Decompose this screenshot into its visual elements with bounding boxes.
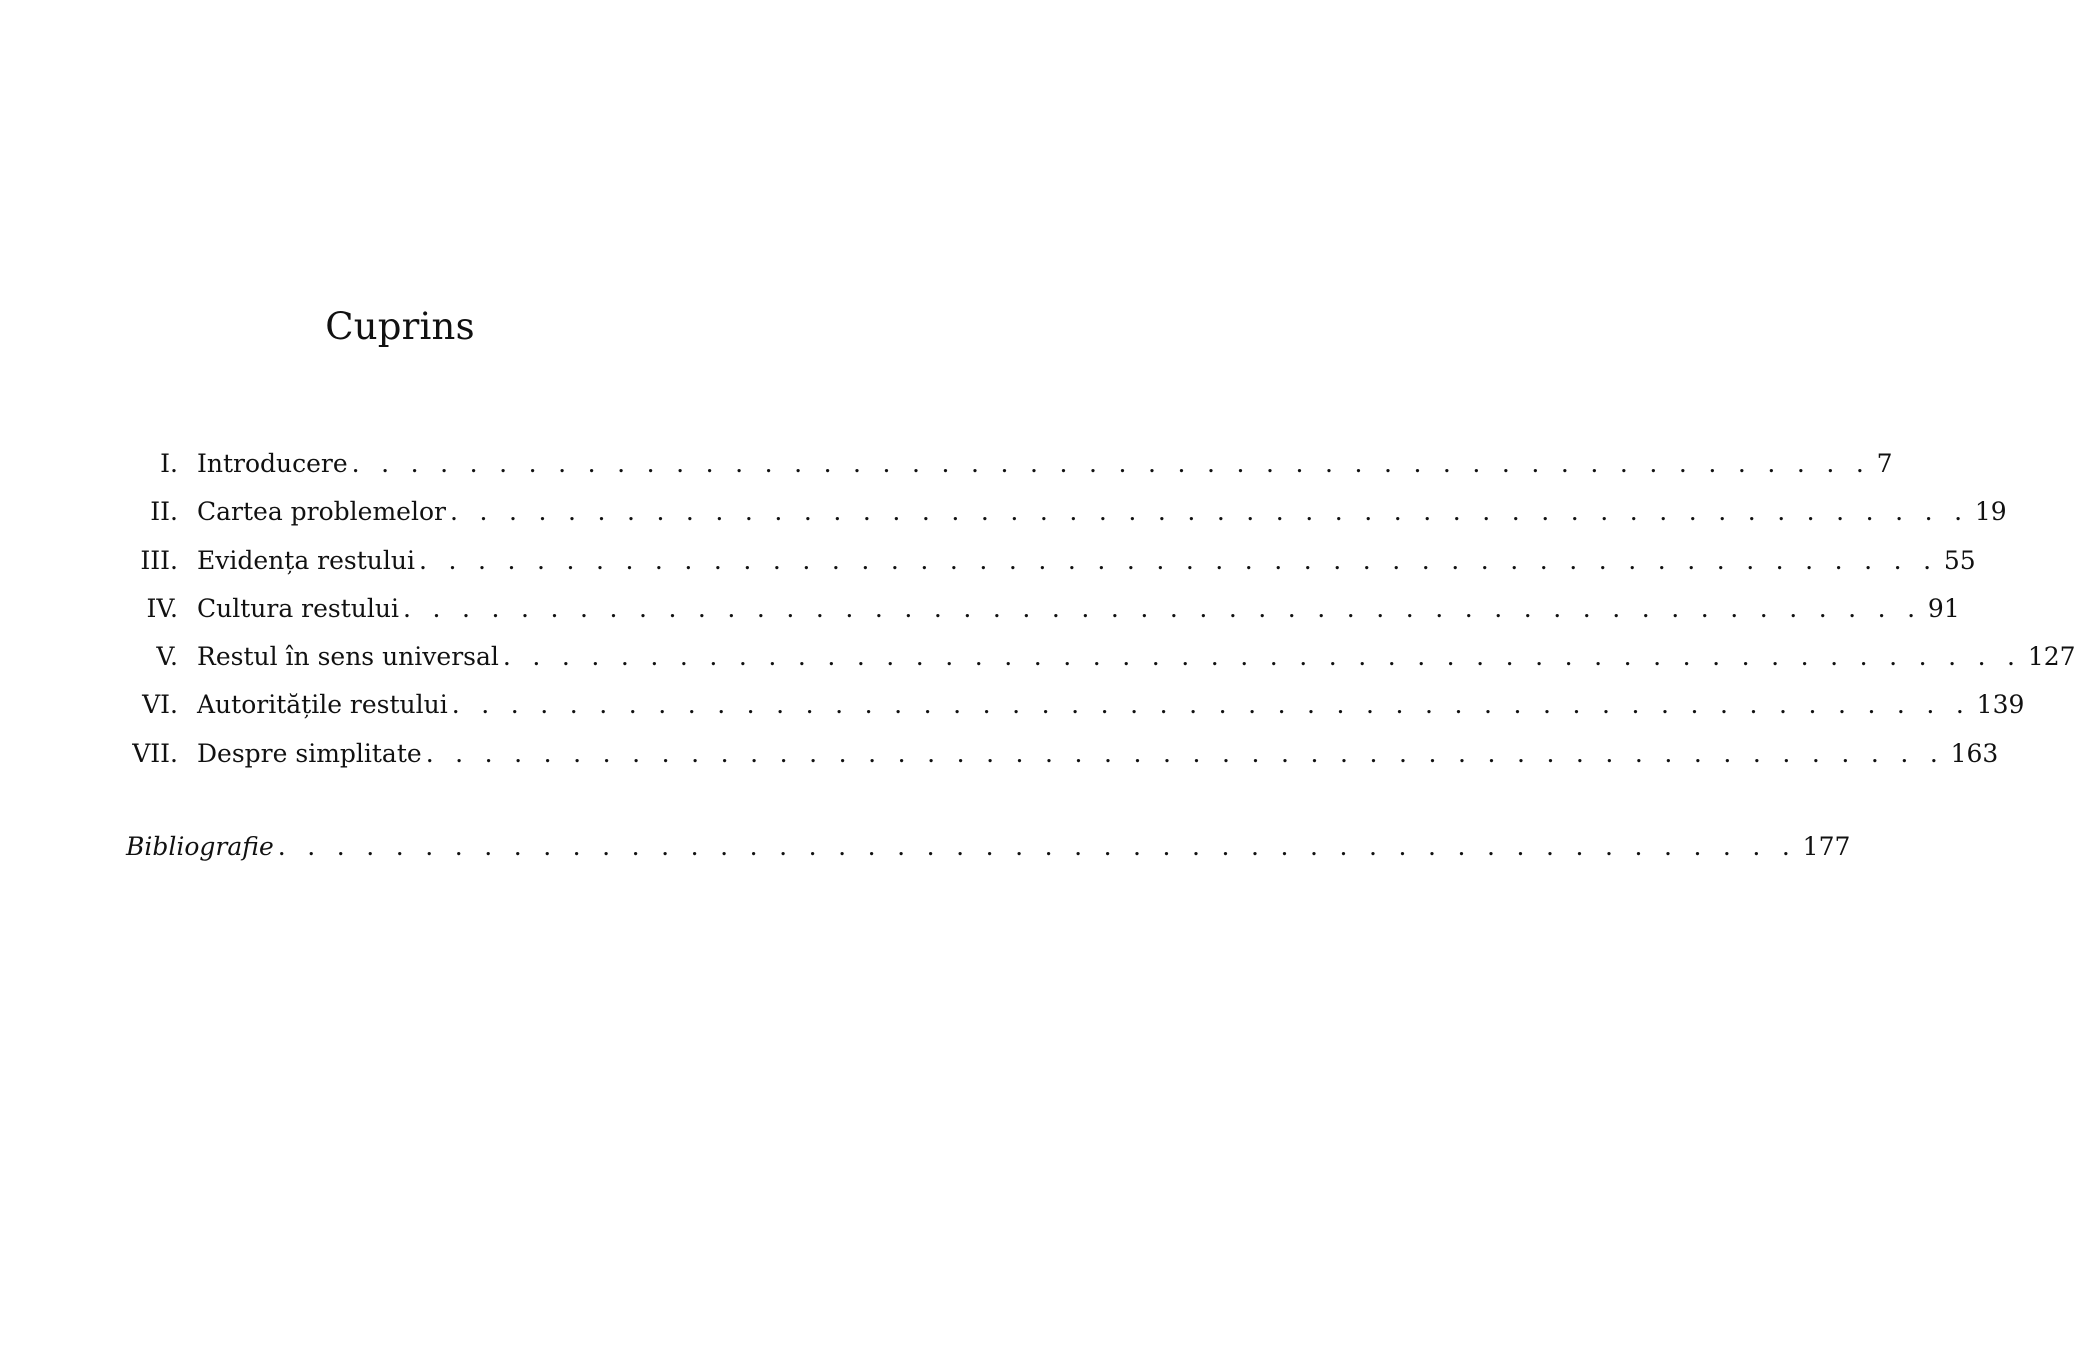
chapter-title: Cartea problemelor xyxy=(197,497,446,527)
dot-leader: . . . . . . . . . . . . . . . . . . . . . . . . . . . . . . . . . . . . . . . . . . . . . . . . . . . . xyxy=(449,497,1969,527)
chapter-page-number: 127 xyxy=(2027,642,2076,672)
chapter-number: I. xyxy=(160,449,178,478)
chapter-title: Cultura restului xyxy=(197,593,399,623)
chapter-title: Evidența restului xyxy=(197,545,415,575)
toc-entry xyxy=(120,730,1999,778)
chapter-title: Introducere xyxy=(197,449,348,478)
dot-leader: . . . . . . . . . . . . . . . . . . . . . . . . . . . . . . . . . . . . . . . . . . . . . . . . . . . . xyxy=(425,738,1945,768)
chapter-number: V. xyxy=(156,642,178,672)
chapter-number: II. xyxy=(150,497,178,527)
dot-leader: . . . . . . . . . . . . . . . . . . . . . . . . . . . . . . . . . . . . . . . . . . . . . . . . . . . . xyxy=(451,690,1971,720)
chapter-page-number: 55 xyxy=(1943,545,1976,575)
dot-leader: . . . . . . . . . . . . . . . . . . . . . . . . . . . . . . . . . . . . . . . . . . . . . . . . . . . . xyxy=(277,832,1797,861)
chapter-number: VII. xyxy=(132,738,178,768)
chapter-number: VI. xyxy=(142,690,178,720)
dot-leader: . . . . . . . . . . . . . . . . . . . . . . . . . . . . . . . . . . . . . . . . . . . . . . . . . . . . xyxy=(403,593,1922,623)
chapter-page-number: 7 xyxy=(1876,449,1893,478)
toc-entry xyxy=(120,633,2076,681)
chapter-page-number: 19 xyxy=(1974,497,2007,527)
dot-leader: . . . . . . . . . . . . . . . . . . . . . . . . . . . . . . . . . . . . . . . . . . . . . . . . . . . . xyxy=(418,545,1938,575)
chapter-page-number: 91 xyxy=(1927,593,1960,623)
bibliography-title: Bibliografie xyxy=(126,832,274,861)
chapter-title: Despre simplitate xyxy=(197,738,422,768)
dot-leader: . . . . . . . . . . . . . . . . . . . . . . . . . . . . . . . . . . . . . . . . . . . . . . . . . . . . xyxy=(502,642,2022,672)
page-title: Cuprins xyxy=(325,305,475,348)
dot-leader: . . . . . . . . . . . . . . . . . . . . . . . . . . . . . . . . . . . . . . . . . . . . . . . . . . . . xyxy=(351,449,1871,478)
toc-entry xyxy=(120,488,2007,536)
toc-entry xyxy=(120,681,2025,729)
chapter-number: III. xyxy=(140,545,178,575)
table-of-contents xyxy=(120,440,2076,778)
toc-entry xyxy=(120,585,1960,633)
toc-entry xyxy=(120,440,1893,488)
chapter-number: IV. xyxy=(146,593,178,623)
chapter-page-number: 139 xyxy=(1976,690,2025,720)
bibliography-page-number: 177 xyxy=(1802,832,1851,861)
chapter-title: Restul în sens universal xyxy=(197,642,499,672)
bibliography-entry xyxy=(126,823,1851,871)
chapter-title: Autoritățile restului xyxy=(197,690,448,720)
chapter-page-number: 163 xyxy=(1950,738,1999,768)
toc-entry xyxy=(120,537,1976,585)
